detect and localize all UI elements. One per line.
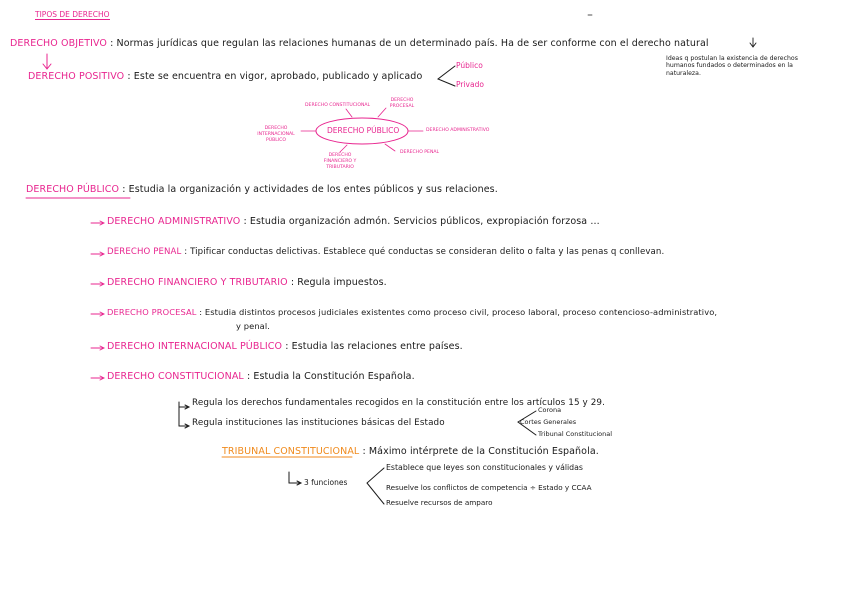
item-label: DERECHO FINANCIERO Y TRIBUTARIO [107,277,288,288]
objetivo-text: : Normas jurídicas que regulan las relaciones humanas de un determinado país. Ha de ser conforme con el derecho natural [110,38,709,49]
item-penal [107,247,664,257]
objetivo-line [10,38,709,49]
item-text: : Estudia organización admón. Servicios públicos, expropiación forzosa ... [243,216,600,227]
item-text: : Estudia distintos procesos judiciales existentes como proceso civil, proceso laboral, proceso contencioso-administrativo, [199,307,718,317]
tribunal-text: : Máximo intérprete de la Constitución Española. [362,446,599,457]
node-financiero: DERECHO FINANCIERO Y TRIBUTARIO [323,153,357,170]
publico-line [26,184,498,195]
item-constitucional [107,371,415,382]
node-administrativo: DERECHO ADMINISTRATIVO [426,128,490,133]
positivo-line [28,71,422,82]
item-financiero [107,277,387,288]
item-label: DERECHO ADMINISTRATIVO [107,216,241,227]
institution-cortes: Cortes Generales [520,418,577,426]
bracket-positivo [438,66,455,86]
tribunal-line [222,446,599,457]
item-label: DERECHO PROCESAL [107,307,197,317]
item-label: DERECHO CONSTITUCIONAL [107,371,244,382]
funcion-3: Resuelve recursos de amparo [386,498,493,507]
branch-publico: Público [456,61,483,70]
publico-label: DERECHO PÚBLICO [26,184,120,195]
institution-tribunal: Tribunal Constitucional [538,430,613,438]
diagram-center: DERECHO PÚBLICO [327,126,400,135]
node-procesal: DERECHO PROCESAL [389,98,415,109]
branch-privado: Privado [456,80,484,89]
item-label: DERECHO PENAL [107,247,182,257]
item-procesal-cont: y penal. [236,321,271,331]
item-text: : Estudia la Constitución Española. [246,371,415,382]
const-line-1: Regula los derechos fundamentales recogidos en la constitución entre los artículos 15 y 29. [192,398,606,408]
natural-note: Ideas q postulan la existencia de derechos humanos fundados o determinados en la naturaleza. [666,55,798,77]
node-internacional: DERECHO INTERNACIONAL PÚBLICO [257,126,295,143]
institution-corona: Corona [538,406,562,414]
tribunal-label: TRIBUNAL CONSTITUCIONAL [222,446,360,457]
item-text: : Tipificar conductas delictivas. Establece qué conductas se consideran delito o falta y las penas q conllevan. [184,247,665,257]
item-internacional [107,341,463,352]
item-label: DERECHO INTERNACIONAL PÚBLICO [107,341,283,352]
funcion-1: Establece que leyes son constitucionales y válidas [386,463,583,472]
positivo-text: : Este se encuentra en vigor, aprobado, publicado y aplicado [127,71,423,82]
funciones-label: 3 funciones [304,478,348,487]
node-penal: DERECHO PENAL [400,150,440,155]
item-text: : Regula impuestos. [290,277,387,288]
objetivo-label: DERECHO OBJETIVO [10,38,108,49]
item-administrativo [107,216,600,227]
positivo-label: DERECHO POSITIVO [28,71,125,82]
page-title: TIPOS DE DERECHO [35,10,110,19]
item-procesal [107,307,717,317]
node-constitucional: DERECHO CONSTITUCIONAL [305,103,371,108]
item-text: : Estudia las relaciones entre países. [285,341,463,352]
publico-text: : Estudia la organización y actividades de los entes públicos y sus relaciones. [122,184,498,195]
const-line-2: Regula instituciones las instituciones básicas del Estado [192,418,445,428]
funcion-2: Resuelve los conflictos de competencia ÷ Estado y CCAA [386,483,592,492]
item-arrows [91,221,104,380]
